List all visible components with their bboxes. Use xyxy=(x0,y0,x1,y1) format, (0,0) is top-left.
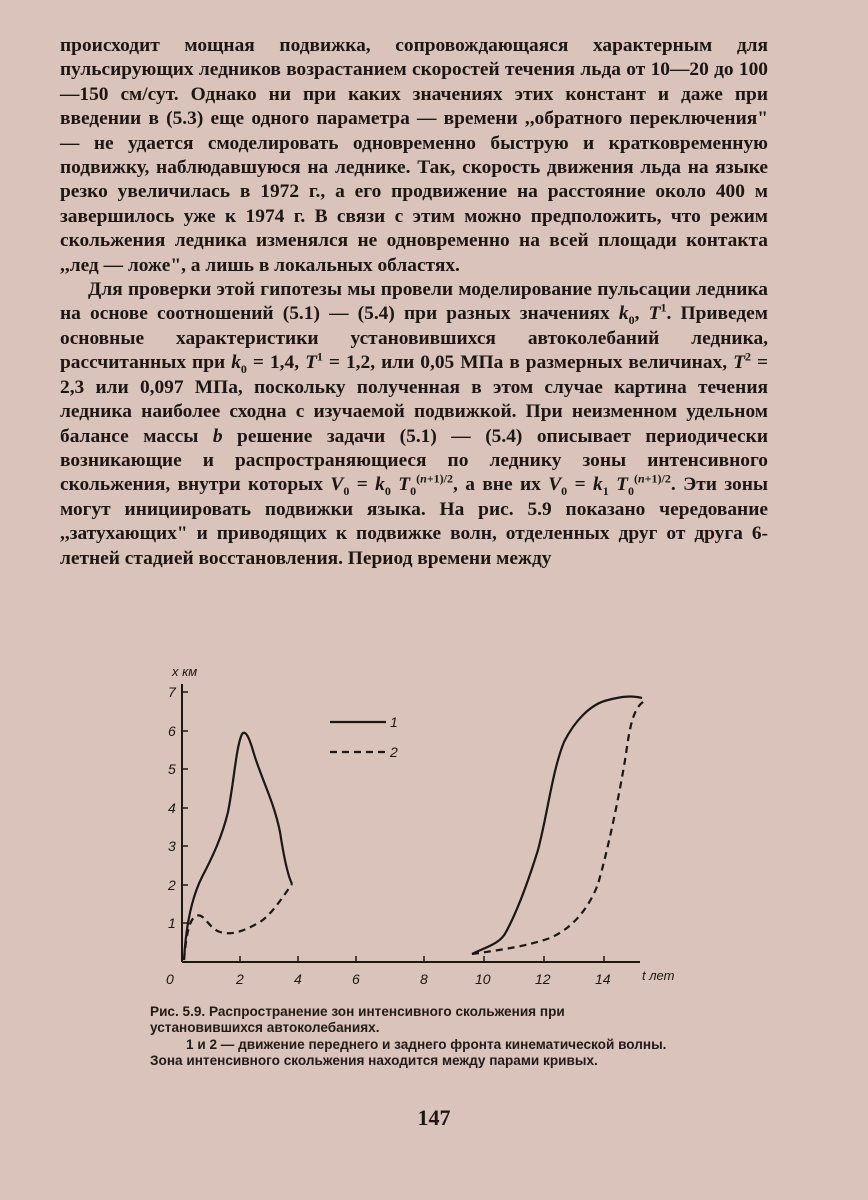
x-tick-14: 14 xyxy=(595,971,611,987)
legend xyxy=(330,714,398,760)
caption-title: Рис. 5.9. Распространение зон интенсивного скольжения при установившихся автоколебаниях. xyxy=(150,1004,565,1036)
y-tick-6: 6 xyxy=(168,723,176,739)
x-tick-6: 6 xyxy=(352,971,360,987)
x-tick-4: 4 xyxy=(294,971,302,987)
figure-caption xyxy=(150,1004,670,1070)
y-tick-1: 1 xyxy=(168,915,176,931)
y-tick-4: 4 xyxy=(168,800,176,816)
curve-2-wave-1 xyxy=(184,884,292,960)
paragraph-1: происходит мощная подвижка, сопровождающаяся характерным для пульсирующих ледников возрастанием скоростей течения льда от 10—20 до 100—150 см/сут. Однако ни при каких значениях этих констант и даже при введении в (5.3) еще одного параметра — времени ,,обратного переключения" — не удается смоделировать одновременно быструю и кратковременную подвижку, наблюдавшуюся на леднике. Так, скорость движения льда на языке резко увеличилась в 1972 г., а его продвижение на расстояние около 400 м завершилось уже к 1974 г. В связи с этим можно предположить, что режим скольжения ледника изменялся не одновременно на всей площади контакта ,,лед — ложе", а лишь в локальных областях. xyxy=(60,35,768,276)
page-number: 147 xyxy=(417,1105,451,1130)
y-tick-7: 7 xyxy=(168,684,176,700)
x-tick-8: 8 xyxy=(420,971,428,987)
y-axis-label: x км xyxy=(172,664,198,679)
x-axis-label: t лет xyxy=(642,968,675,983)
figure-5-9 xyxy=(150,662,680,1007)
curve-2-wave-2 xyxy=(472,700,646,954)
legend-label-1: 1 xyxy=(390,714,398,730)
caption-text: 1 и 2 — движение переднего и заднего фронта кинематической волны. Зона интенсивного скольжения находится между парами кривых. xyxy=(150,1036,667,1069)
body-text xyxy=(60,34,768,571)
y-tick-5: 5 xyxy=(168,761,176,777)
x-ticks xyxy=(166,956,611,987)
y-ticks xyxy=(167,684,188,931)
y-tick-2: 2 xyxy=(168,877,176,893)
curve-1-wave-1 xyxy=(184,733,292,960)
figure-plot xyxy=(150,662,680,1007)
x-tick-0: 0 xyxy=(166,971,174,987)
y-tick-3: 3 xyxy=(168,838,176,854)
x-tick-2: 2 xyxy=(236,971,244,987)
paragraph-2: Для проверки этой гипотезы мы провели моделирование пульсации ледника на основе соотношений (5.1) — (5.4) при разных значениях $k_0$, $T^1$. Приведем основные характеристики установившихся автоколебаний ледника, рассчитанных при $k_0 = 1,4$, $T^1 = 1,2$, или 0,05 МПа в размерных величинах, $T^2 = 2,3$ или 0,097 МПа, поскольку полученная в этом случае картина течения ледника наиболее сходна с изучаемой подвижкой. При неизменном удельном балансе массы b решение задачи (5.1) — (5.4) описывает периодически возникающие и распространяющиеся по леднику зоны интенсивного скольжения, внутри которых $V_0 = k_0$ $T_0^{(n+1)/2}$, а вне их $V_0 = k_1$ $T_0^{(n+1)/2}$. Эти зоны могут инициировать подвижки языка. На рис. 5.9 показано чередование ,,затухающих" и приводящих к подвижке волн, отделенных друг от друга 6-летней стадией восстановления. Период времени между xyxy=(60,279,769,569)
x-tick-12: 12 xyxy=(535,971,551,987)
legend-label-2: 2 xyxy=(390,744,398,760)
curve-1-wave-2 xyxy=(472,697,642,954)
x-tick-10: 10 xyxy=(475,971,491,987)
